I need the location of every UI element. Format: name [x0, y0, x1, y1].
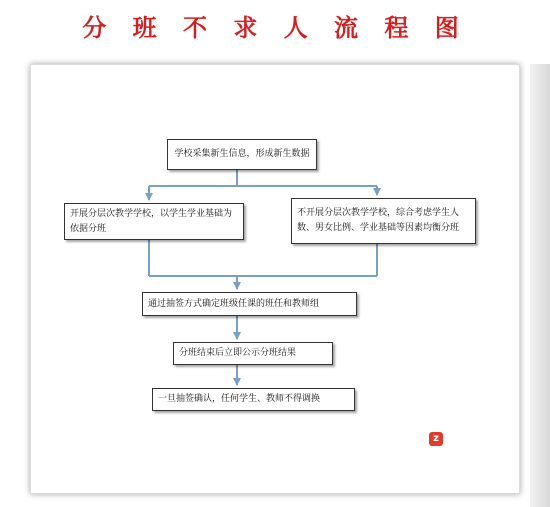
step-lottery-assign-text: 通过抽签方式确定班级任课的班任和教师组 [148, 299, 320, 309]
step-balanced-class-text: 不开展分层次教学学校，综合考虑学生人数、男女比例、学业基础等因素均衡分班 [297, 208, 460, 233]
step-balanced-class [291, 198, 476, 244]
step-lottery-assign [142, 292, 357, 316]
step-no-swap-text: 一旦抽签确认，任何学生、教师不得调换 [158, 394, 321, 404]
step-no-swap [152, 388, 355, 411]
z-logo-icon: z [429, 432, 443, 446]
step-tiered-class-text: 开展分层次教学学校，以学生学业基础为依据分班 [70, 209, 233, 234]
step-publish-result [173, 342, 333, 365]
page-title: 分 班 不 求 人 流 程 图 [82, 14, 468, 42]
step-collect-info-text: 学校采集新生信息，形成新生数据 [174, 149, 310, 159]
step-publish-result-text: 分班结束后立即公示分班结果 [179, 348, 297, 358]
step-tiered-class [64, 203, 244, 240]
step-collect-info [167, 139, 317, 170]
